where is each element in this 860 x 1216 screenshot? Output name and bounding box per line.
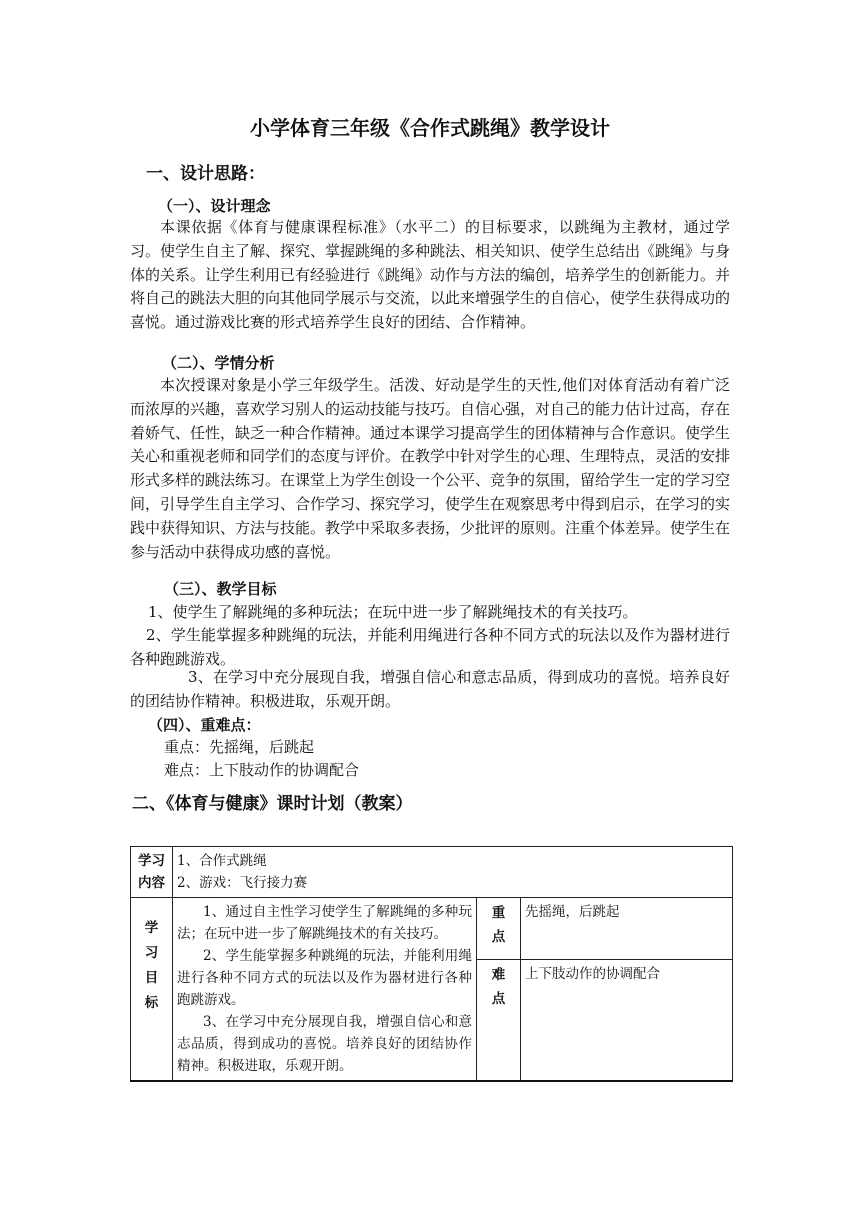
table-row-objectives	[131, 898, 733, 960]
difficulty-label-cell	[477, 960, 521, 1082]
key-text: 先摇绳，后跳起	[525, 904, 620, 920]
section1-heading: 一、设计思路：	[146, 164, 265, 184]
learner-analysis-paragraph: 本次授课对象是小学三年级学生。活泼、好动是学生的天性,他们对体育活动有着广泛而浓厚的兴趣，喜欢学习别人的运动技能与技巧。自信心强，对自己的能力估计过高，存在着娇气、任性，缺乏一种合作精神。通过本课学习提高学生的团体精神与合作意识。使学生关心和重视老师和同学们的态度与评价。在教学中针对学生的心理、生理特点，灵活的安排形式多样的跳法练习。在课堂上为学生创设一个公平、竞争的氛围，留给学生一定的学习空间，引导学生自主学习、合作学习、探究学习，使学生在观察思考中得到启示，在学习的实践中获得知识、方法与技能。教学中采取多表扬，少批评的原则。注重个体差异。使学生在参与活动中获得成功感的喜悦。	[130, 376, 731, 561]
content-item: 2、游戏：飞行接力赛	[177, 875, 308, 891]
difficulty-text: 难点：上下肢动作的协调配合	[164, 761, 360, 779]
teaching-goal-item: 2、学生能掌握多种跳绳的玩法，并能利用绳进行各种不同方式的玩法以及作为器材进行各种跑跳游戏。	[130, 626, 730, 668]
subsection-heading-teaching-goals: （三）、教学目标	[164, 580, 277, 598]
difficulty-text: 上下肢动作的协调配合	[525, 966, 660, 982]
objective-item: 2、学生能掌握多种跳绳的玩法，并能利用绳进行各种不同方式的玩法以及作为器材进行各种跑跳游戏。	[177, 948, 472, 1008]
objectives-label-cell	[131, 898, 173, 1082]
key-label-char: 重	[491, 905, 506, 921]
objective-item: 3、在学习中充分展现自我，增强自信心和意志品质，得到成功的喜悦。培养良好的团结协作精神。积极进取，乐观开朗。	[177, 1014, 472, 1074]
objective-item: 1、通过自主性学习使学生了解跳绳的多种玩法；在玩中进一步了解跳绳技术的有关技巧。	[177, 904, 472, 942]
design-concept-paragraph: 本课依据《体育与健康课程标准》（水平二）的目标要求，以跳绳为主教材，通过学习。使学生自主了解、探究、掌握跳绳的多种跳法、相关知识、使学生总结出《跳绳》与身体的关系。让学生利用已有经验进行《跳绳》动作与方法的编创，培养学生的创新能力。并将自己的跳法大胆的向其他同学展示与交流，以此来增强学生的自信心，使学生获得成功的喜悦。通过游戏比赛的形式培养学生良好的团结、合作精神。	[130, 218, 731, 332]
objectives-label-char: 习	[144, 945, 159, 961]
key-label-cell	[477, 898, 521, 960]
difficulty-label-char: 难	[491, 967, 506, 983]
section2-heading: 二、《体育与健康》课时计划（教案）	[132, 794, 413, 814]
content-label-cell	[131, 847, 173, 898]
key-label-char: 点	[491, 929, 506, 945]
key-point-text: 重点：先摇绳，后跳起	[164, 738, 315, 756]
objectives-cell	[173, 898, 477, 1082]
teaching-goal-item: 1、使学生了解跳绳的多种玩法；在玩中进一步了解跳绳技术的有关技巧。	[148, 603, 638, 621]
lesson-plan-table	[130, 846, 733, 1082]
content-cell	[173, 847, 733, 898]
subsection-heading-design-concept: （一）、设计理念	[158, 197, 271, 215]
objectives-label-char: 目	[144, 970, 159, 986]
subsection-heading-learner-analysis: （二）、学情分析	[162, 354, 275, 372]
subsection-heading-key-points: （四）、重难点：	[148, 716, 261, 734]
difficulty-label-char: 点	[491, 991, 506, 1007]
objectives-label-char: 学	[144, 920, 159, 936]
table-row-content	[131, 847, 733, 898]
document-title: 小学体育三年级《合作式跳绳》教学设计	[250, 116, 610, 140]
difficulty-text-cell	[521, 960, 733, 1082]
content-label: 学习内容	[138, 853, 165, 891]
teaching-goal-item: 3、在学习中充分展现自我，增强自信心和意志品质，得到成功的喜悦。培养良好的团结协作精神。积极进取，乐观开朗。	[130, 668, 730, 710]
key-text-cell	[521, 898, 733, 960]
objectives-label-char: 标	[144, 995, 159, 1011]
content-item: 1、合作式跳绳	[177, 853, 267, 869]
